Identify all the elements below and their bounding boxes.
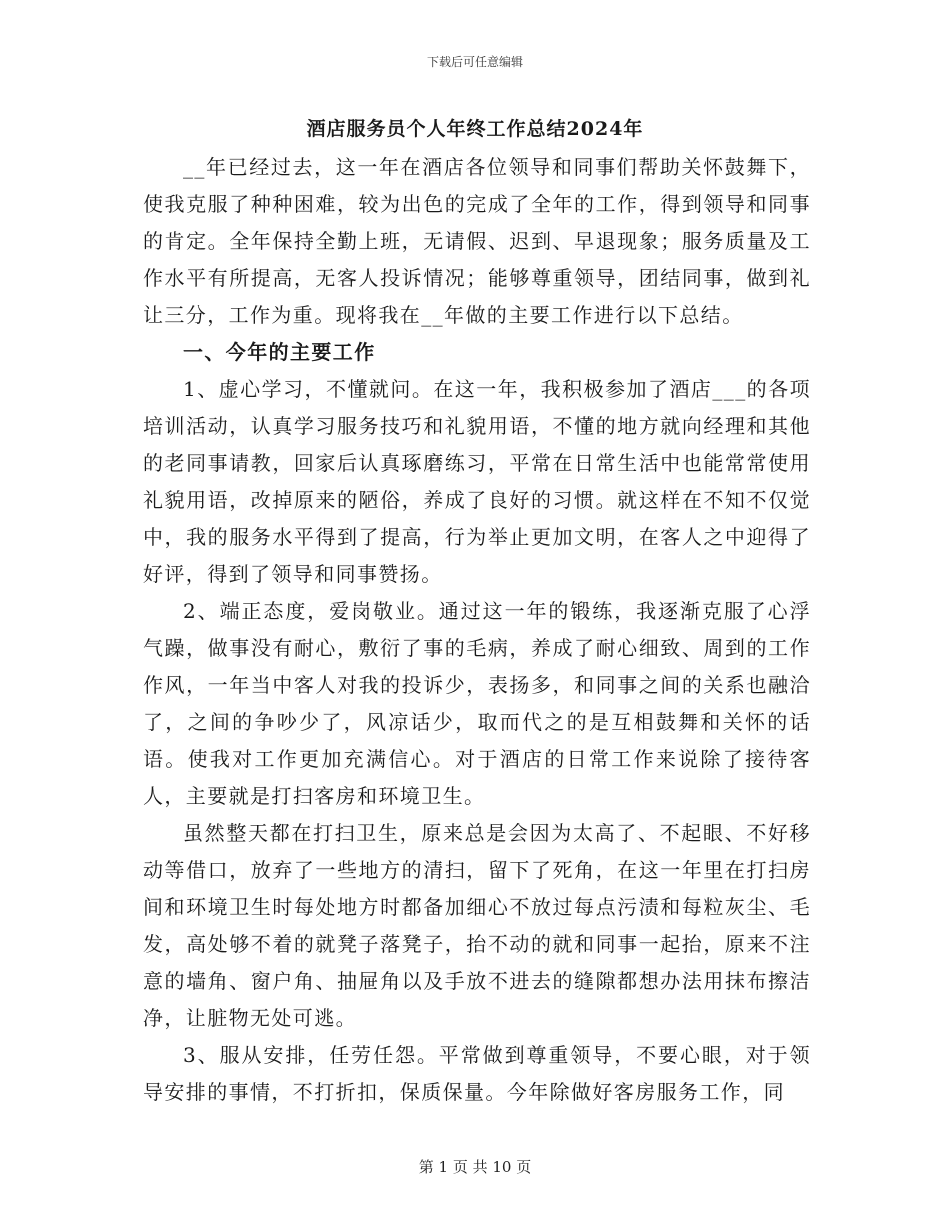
page-footer: 第 1 页 共 10 页: [418, 1158, 532, 1176]
document-body: [143, 149, 811, 1111]
paragraph-intro: __年已经过去，这一年在酒店各位领导和同事们帮助关怀鼓舞下，使我克服了种种困难，较为出色的完成了全年的工作，得到领导和同事的肯定。全年保持全勤上班，无请假、迟到、早退现象；服务质量及工作水平有所提高，无客人投诉情况；能够尊重领导，团结同事，做到礼让三分，工作为重。现将我在__年做的主要工作进行以下总结。: [143, 155, 811, 327]
paragraph-item-1: 1、虚心学习，不懂就问。在这一年，我积极参加了酒店___的各项培训活动，认真学习服务技巧和礼貌用语，不懂的地方就向经理和其他的老同事请教，回家后认真琢磨练习，平常在日常生活中也能常常使用礼貌用语，改掉原来的陋俗，养成了良好的习惯。就这样在不知不仅觉中，我的服务水平得到了提高，行为举止更加文明，在客人之中迎得了好评，得到了领导和同事赞扬。: [143, 377, 811, 586]
header-note: 下载后可任意编辑: [426, 55, 523, 69]
paragraph-item-2: 2、端正态度，爱岗敬业。通过这一年的锻练，我逐渐克服了心浮气躁，做事没有耐心，敷衍了事的毛病，养成了耐心细致、周到的工作作风，一年当中客人对我的投诉少，表扬多，和同事之间的关系也融洽了，之间的争吵少了，风凉话少，取而代之的是互相鼓舞和关怀的话语。使我对工作更加充满信心。对于酒店的日常工作来说除了接待客人，主要就是打扫客房和环境卫生。: [143, 599, 811, 808]
document-title: 酒店服务员个人年终工作总结2024年: [306, 118, 644, 140]
paragraph-cleaning: 虽然整天都在打扫卫生，原来总是会因为太高了、不起眼、不好移动等借口，放弃了一些地方的清扫，留下了死角，在这一年里在打扫房间和环境卫生时每处地方时都备加细心不放过每点污渍和每粒灰尘、毛发，高处够不着的就凳子落凳子，抬不动的就和同事一起抬，原来不注意的墙角、窗户角、抽屉角以及手放不进去的缝隙都想办法用抹布擦洁净，让脏物无处可逃。: [143, 821, 811, 1030]
section-heading: 一、今年的主要工作: [183, 340, 376, 364]
paragraph-item-3: 3、服从安排，任劳任怨。平常做到尊重领导，不要心眼，对于领导安排的事情，不打折扣，保质保量。今年除做好客房服务工作，同: [143, 1043, 811, 1104]
